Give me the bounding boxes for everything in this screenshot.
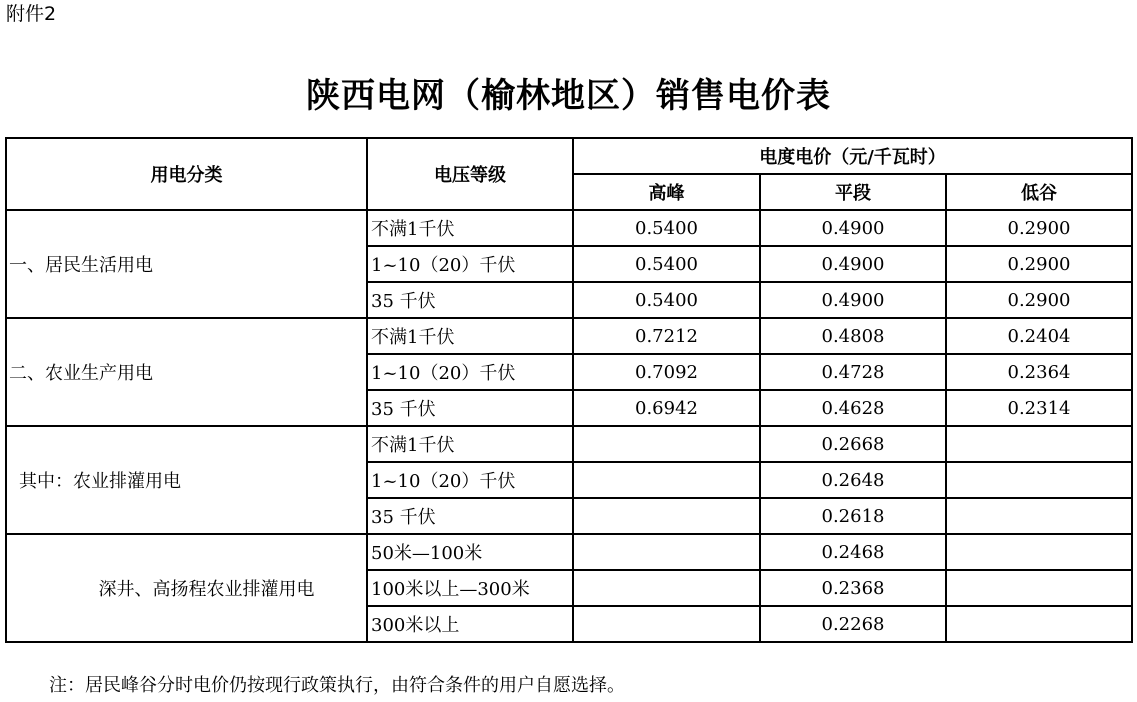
peak-price-cell — [573, 534, 760, 570]
voltage-cell: 不满1千伏 — [367, 318, 573, 354]
flat-price-cell: 0.4900 — [760, 246, 946, 282]
valley-price-cell — [946, 606, 1132, 642]
voltage-cell: 100米以上—300米 — [367, 570, 573, 606]
flat-price-cell: 0.2648 — [760, 462, 946, 498]
attachment-label: 附件2 — [6, 3, 57, 25]
voltage-cell: 50米—100米 — [367, 534, 573, 570]
peak-price-cell — [573, 570, 760, 606]
flat-price-cell: 0.4900 — [760, 282, 946, 318]
header-voltage: 电压等级 — [367, 138, 573, 210]
header-peak: 高峰 — [573, 174, 760, 210]
flat-price-cell: 0.2368 — [760, 570, 946, 606]
flat-price-cell: 0.4900 — [760, 210, 946, 246]
valley-price-cell — [946, 570, 1132, 606]
peak-price-cell — [573, 606, 760, 642]
table-row — [6, 318, 1132, 354]
page-title: 陕西电网（榆林地区）销售电价表 — [306, 76, 831, 116]
table-row — [6, 210, 1132, 246]
valley-price-cell — [946, 498, 1132, 534]
valley-price-cell: 0.2900 — [946, 246, 1132, 282]
header-row — [6, 138, 1132, 174]
peak-price-cell: 0.5400 — [573, 246, 760, 282]
voltage-cell: 300米以上 — [367, 606, 573, 642]
valley-price-cell: 0.2900 — [946, 282, 1132, 318]
voltage-cell: 不满1千伏 — [367, 210, 573, 246]
header-flat: 平段 — [760, 174, 946, 210]
valley-price-cell: 0.2364 — [946, 354, 1132, 390]
flat-price-cell: 0.4728 — [760, 354, 946, 390]
voltage-cell: 1~10（20）千伏 — [367, 354, 573, 390]
header-valley: 低谷 — [946, 174, 1132, 210]
voltage-cell: 1~10（20）千伏 — [367, 462, 573, 498]
valley-price-cell — [946, 426, 1132, 462]
peak-price-cell: 0.5400 — [573, 210, 760, 246]
category-cell: 一、居民生活用电 — [6, 210, 367, 318]
peak-price-cell: 0.6942 — [573, 390, 760, 426]
footnote: 注：居民峰谷分时电价仍按现行政策执行，由符合条件的用户自愿选择。 — [49, 675, 625, 696]
valley-price-cell: 0.2404 — [946, 318, 1132, 354]
voltage-cell: 1~10（20）千伏 — [367, 246, 573, 282]
category-cell: 其中：农业排灌用电 — [6, 426, 367, 534]
table-row — [6, 426, 1132, 462]
peak-price-cell — [573, 462, 760, 498]
peak-price-cell: 0.7212 — [573, 318, 760, 354]
valley-price-cell: 0.2900 — [946, 210, 1132, 246]
voltage-cell: 35 千伏 — [367, 390, 573, 426]
peak-price-cell: 0.7092 — [573, 354, 760, 390]
flat-price-cell: 0.4628 — [760, 390, 946, 426]
valley-price-cell — [946, 534, 1132, 570]
voltage-cell: 不满1千伏 — [367, 426, 573, 462]
peak-price-cell: 0.5400 — [573, 282, 760, 318]
valley-price-cell — [946, 462, 1132, 498]
category-cell: 二、农业生产用电 — [6, 318, 367, 426]
peak-price-cell — [573, 426, 760, 462]
flat-price-cell: 0.2268 — [760, 606, 946, 642]
header-price-group: 电度电价（元/千瓦时） — [573, 138, 1132, 174]
voltage-cell: 35 千伏 — [367, 498, 573, 534]
flat-price-cell: 0.4808 — [760, 318, 946, 354]
valley-price-cell: 0.2314 — [946, 390, 1132, 426]
voltage-cell: 35 千伏 — [367, 282, 573, 318]
flat-price-cell: 0.2668 — [760, 426, 946, 462]
table-row — [6, 534, 1132, 570]
flat-price-cell: 0.2618 — [760, 498, 946, 534]
peak-price-cell — [573, 498, 760, 534]
header-category: 用电分类 — [6, 138, 367, 210]
tariff-table — [5, 137, 1133, 643]
category-cell: 深井、高扬程农业排灌用电 — [6, 534, 367, 642]
flat-price-cell: 0.2468 — [760, 534, 946, 570]
